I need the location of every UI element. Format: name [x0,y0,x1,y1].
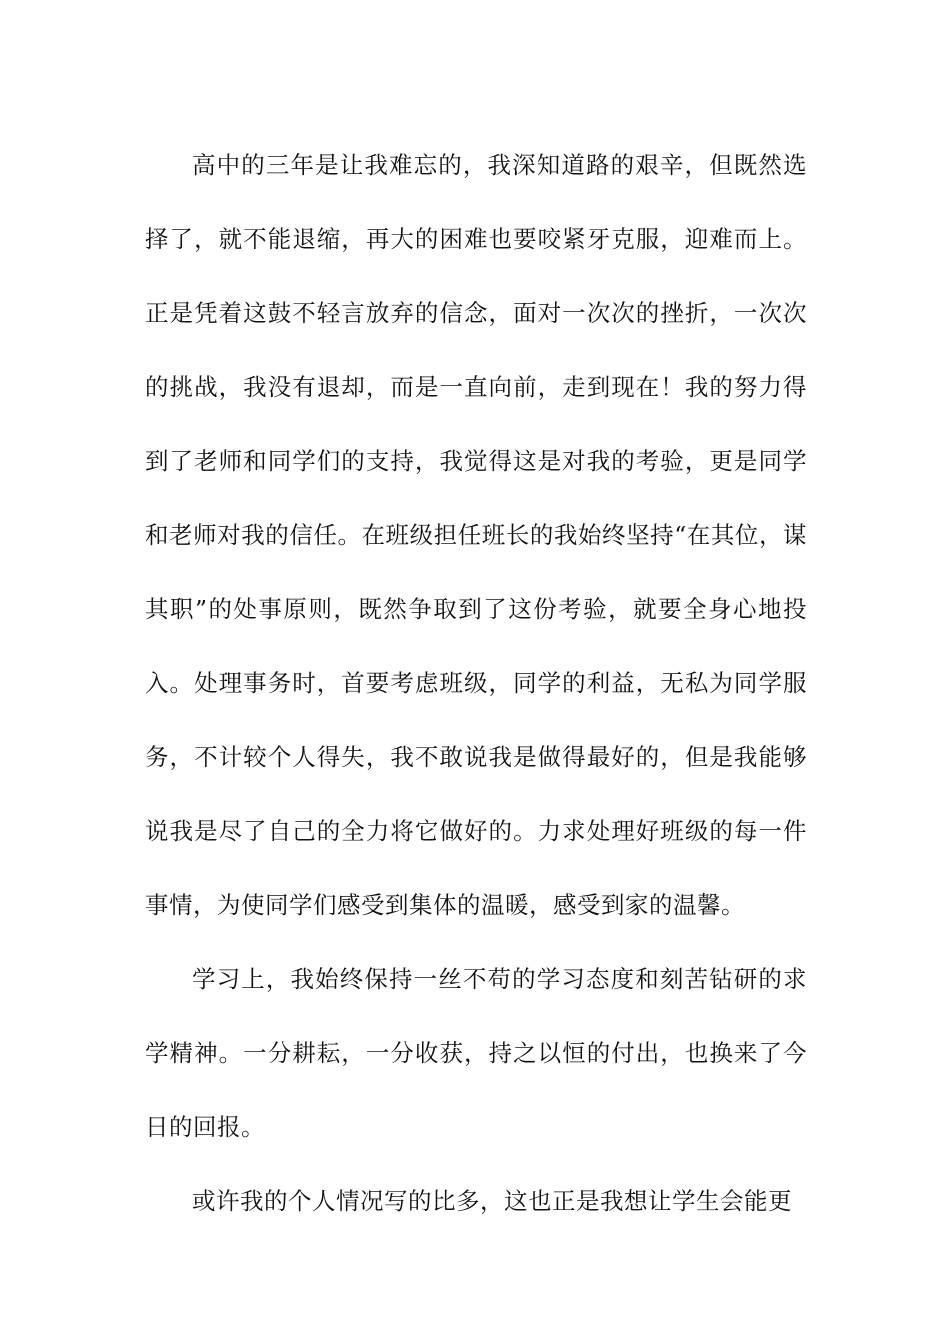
document-body [145,128,807,1238]
paragraph-3: 或许我的个人情况写的比多，这也正是我想让学生会能更 [192,1187,792,1215]
paragraph-2: 学习上，我始终保持一丝不苟的学习态度和刻苦钻研的求学精神。一分耕耘，一分收获，持之以恒的付出，也换来了今日的回报。 [145,965,807,1141]
paragraph-1: 高中的三年是让我难忘的，我深知道路的艰辛，但既然选择了，就不能退缩，再大的困难也要咬紧牙克服，迎难而上。正是凭着这鼓不轻言放弃的信念，面对一次次的挫折，一次次的挑战，我没有退却，而是一直向前，走到现在！我的努力得到了老师和同学们的支持，我觉得这是对我的考验，更是同学和老师对我的信任。在班级担任班长的我始终坚持“在其位，谋其职”的处事原则，既然争取到了这份考验，就要全身心地投入。处理事务时，首要考虑班级，同学的利益，无私为同学服务，不计较个人得失，我不敢说我是做得最好的，但是我能够说我是尽了自己的全力将它做好的。力求处理好班级的每一件事情，为使同学们感受到集体的温暖，感受到家的温馨。 [145,151,807,919]
